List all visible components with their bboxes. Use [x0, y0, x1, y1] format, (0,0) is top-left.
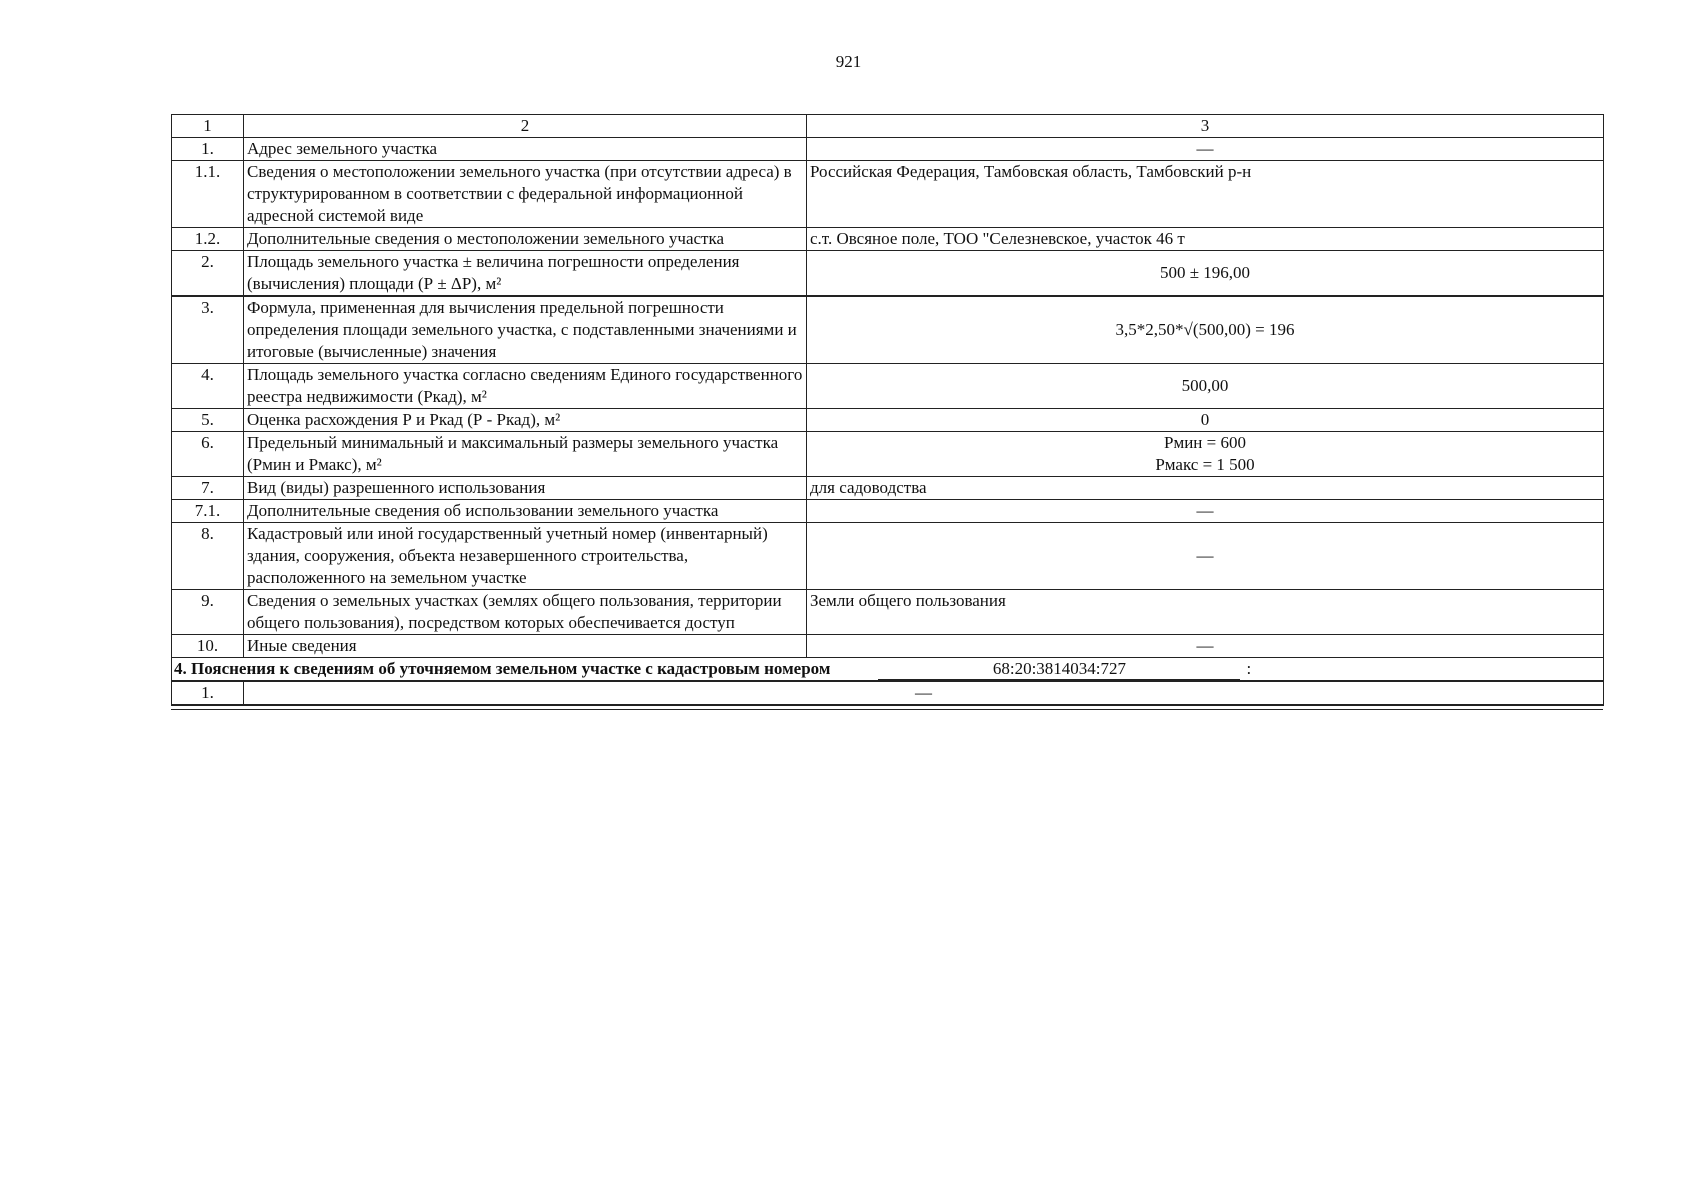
row-number: 7.	[172, 477, 244, 500]
row-number: 1.1.	[172, 161, 244, 228]
table-header-row	[172, 115, 1604, 138]
table-bottom-line	[171, 709, 1603, 710]
table-row	[172, 681, 1604, 705]
table-row	[172, 228, 1604, 251]
row-label: Сведения о земельных участках (землях общего пользования, территории общего пользования), посредством которых обеспечивается доступ	[244, 590, 807, 635]
row-value: —	[807, 523, 1604, 590]
max-size-value: Рмакс = 1 500	[1155, 455, 1255, 474]
row-number: 1.	[172, 681, 244, 705]
row-label: Предельный минимальный и максимальный размеры земельного участка (Рмин и Рмакс), м²	[244, 432, 807, 477]
row-value: —	[807, 500, 1604, 523]
table-row	[172, 477, 1604, 500]
row-number: 7.1.	[172, 500, 244, 523]
row-number: 1.2.	[172, 228, 244, 251]
row-value: 500 ± 196,00	[807, 251, 1604, 297]
table-row	[172, 296, 1604, 364]
row-value: 3,5*2,50*√(500,00) = 196	[807, 296, 1604, 364]
table-row	[172, 523, 1604, 590]
row-number: 4.	[172, 364, 244, 409]
header-col-3: 3	[807, 115, 1604, 138]
row-label: Оценка расхождения Р и Ркад (Р - Ркад), м²	[244, 409, 807, 432]
header-col-2: 2	[244, 115, 807, 138]
row-label: Формула, примененная для вычисления предельной погрешности определения площади земельного участка, с подставленными значениями и итоговые (вычисленные) значения	[244, 296, 807, 364]
table-row	[172, 635, 1604, 658]
cadastral-number: 68:20:3814034:727	[878, 658, 1240, 680]
row-value: 0	[807, 409, 1604, 432]
row-number: 5.	[172, 409, 244, 432]
row-label: Площадь земельного участка ± величина погрешности определения (вычисления) площади (Р ± ΔР), м²	[244, 251, 807, 297]
table-row	[172, 500, 1604, 523]
row-label: Иные сведения	[244, 635, 807, 658]
row-value: для садоводства	[807, 477, 1604, 500]
row-value: с.т. Овсяное поле, ТОО "Селезневское, участок 46 т	[807, 228, 1604, 251]
row-value: —	[807, 138, 1604, 161]
table-row	[172, 409, 1604, 432]
row-label: Адрес земельного участка	[244, 138, 807, 161]
row-number: 8.	[172, 523, 244, 590]
row-label: Дополнительные сведения о местоположении земельного участка	[244, 228, 807, 251]
row-label: Сведения о местоположении земельного участка (при отсутствии адреса) в структурированном в соответствии с федеральной информационной адресной системой виде	[244, 161, 807, 228]
section-4-header	[172, 658, 1604, 682]
table-row	[172, 364, 1604, 409]
table-row	[172, 161, 1604, 228]
land-plot-info-table	[171, 114, 1604, 706]
row-number: 3.	[172, 296, 244, 364]
section-4-colon: :	[1246, 659, 1252, 678]
row-label: Дополнительные сведения об использовании земельного участка	[244, 500, 807, 523]
row-value: Земли общего пользования	[807, 590, 1604, 635]
row-number: 2.	[172, 251, 244, 297]
row-value: —	[807, 635, 1604, 658]
page-number: 921	[835, 52, 862, 71]
row-value: —	[244, 681, 1604, 705]
row-number: 1.	[172, 138, 244, 161]
table-row	[172, 432, 1604, 477]
row-label: Кадастровый или иной государственный учетный номер (инвентарный) здания, сооружения, объекта незавершенного строительства, расположенного на земельном участке	[244, 523, 807, 590]
row-value: Российская Федерация, Тамбовская область, Тамбовский р-н	[807, 161, 1604, 228]
table-row	[172, 590, 1604, 635]
land-plot-table-container	[171, 114, 1603, 710]
min-size-value: Рмин = 600	[1164, 433, 1246, 452]
table-row	[172, 251, 1604, 297]
section-4-header-row	[172, 658, 1604, 682]
row-number: 10.	[172, 635, 244, 658]
table-row	[172, 138, 1604, 161]
header-col-1: 1	[172, 115, 244, 138]
row-label: Площадь земельного участка согласно сведениям Единого государственного реестра недвижимости (Ркад), м²	[244, 364, 807, 409]
row-number: 6.	[172, 432, 244, 477]
section-4-title: 4. Пояснения к сведениям об уточняемом земельном участке с кадастровым номером	[174, 659, 831, 678]
row-value-range	[807, 432, 1604, 477]
row-label: Вид (виды) разрешенного использования	[244, 477, 807, 500]
row-value: 500,00	[807, 364, 1604, 409]
row-number: 9.	[172, 590, 244, 635]
